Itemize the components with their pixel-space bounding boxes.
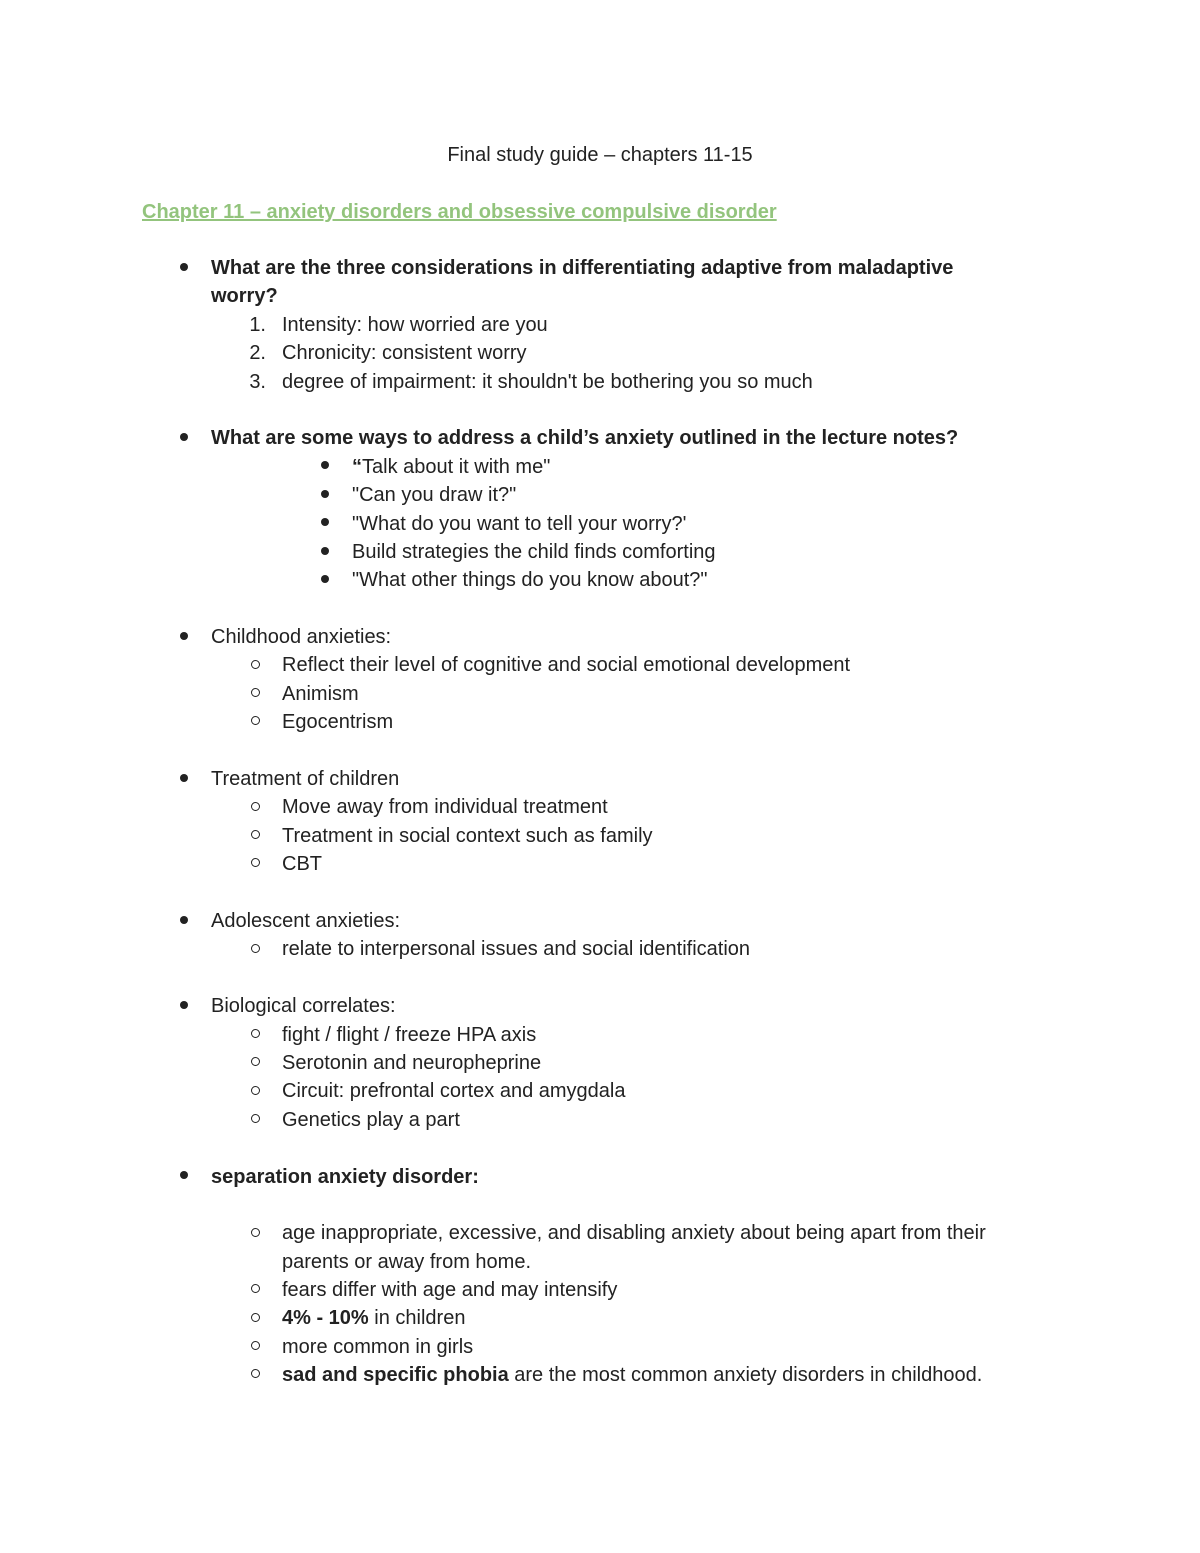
item-text: "What other things do you know about?" xyxy=(352,569,708,592)
item-text: CBT xyxy=(282,853,322,876)
list-item xyxy=(0,680,1200,708)
list-item xyxy=(0,1219,1200,1247)
item-text: fight / flight / freeze HPA axis xyxy=(282,1023,537,1046)
hollow-bullet-icon xyxy=(245,1021,265,1049)
blank-line xyxy=(0,879,1200,907)
hollow-bullet-icon xyxy=(245,1276,265,1304)
hollow-bullet-icon xyxy=(245,1361,265,1389)
list-item xyxy=(0,1361,1200,1389)
question-text: What are some ways to address a child’s anxiety outlined in the lecture notes? xyxy=(211,427,959,450)
list-item-continuation xyxy=(0,1248,1200,1276)
item-number: 1. xyxy=(249,313,266,336)
item-text-rest: Talk about it with me" xyxy=(362,455,551,478)
question-text: What are the three considerations in differentiating adaptive from maladaptive xyxy=(211,257,954,279)
blank-line xyxy=(0,737,1200,765)
item-text: age inappropriate, excessive, and disabling anxiety about being apart from their xyxy=(282,1222,986,1245)
bullet-icon xyxy=(315,538,335,566)
blank-line xyxy=(0,964,1200,992)
item-text: relate to interpersonal issues and social identification xyxy=(282,938,751,961)
bullet-icon xyxy=(174,992,194,1020)
hollow-bullet-icon xyxy=(245,850,265,878)
hollow-bullet-icon xyxy=(245,1333,265,1361)
blank-line xyxy=(0,396,1200,424)
list-item xyxy=(0,1163,1200,1191)
chapter-heading: Chapter 11 – anxiety disorders and obsessive compulsive disorder xyxy=(142,201,777,223)
list-item xyxy=(0,850,1200,878)
bullet-icon xyxy=(315,481,335,509)
item-text: Circuit: prefrontal cortex and amygdala xyxy=(282,1080,626,1103)
bullet-icon xyxy=(174,1163,194,1191)
bullet-icon xyxy=(174,424,194,452)
list-item xyxy=(0,992,1200,1020)
list-item xyxy=(0,935,1200,963)
bullet-icon xyxy=(174,254,194,282)
item-text: Reflect their level of cognitive and social emotional development xyxy=(282,654,851,677)
item-text: Genetics play a part xyxy=(282,1108,460,1131)
bullet-icon xyxy=(174,765,194,793)
list-item xyxy=(0,481,1200,509)
document-title: Final study guide – chapters 11-15 xyxy=(447,144,753,166)
item-text: Move away from individual treatment xyxy=(282,796,608,819)
bullet-icon xyxy=(315,510,335,538)
section-label: Adolescent anxieties: xyxy=(211,909,401,932)
list-item xyxy=(0,254,1200,282)
list-item xyxy=(0,368,1200,396)
hollow-bullet-icon xyxy=(245,1219,265,1247)
emphasis-text: sad and specific phobia xyxy=(282,1364,509,1387)
list-item xyxy=(0,1276,1200,1304)
item-text: "Can you draw it?" xyxy=(352,484,517,507)
hollow-bullet-icon xyxy=(245,822,265,850)
section-label: Treatment of children xyxy=(211,768,400,791)
item-text: Animism xyxy=(282,682,359,705)
hollow-bullet-icon xyxy=(245,1049,265,1077)
hollow-bullet-icon xyxy=(245,1106,265,1134)
question-text: worry? xyxy=(211,285,278,308)
study-guide-list xyxy=(0,254,1200,1390)
hollow-bullet-icon xyxy=(245,793,265,821)
list-item xyxy=(0,453,1200,481)
item-text xyxy=(282,1304,465,1332)
item-text-rest: in children xyxy=(368,1307,466,1330)
section-label: separation anxiety disorder: xyxy=(211,1165,479,1188)
item-text xyxy=(352,453,550,481)
open-quote: “ xyxy=(352,455,362,478)
item-text: degree of impairment: it shouldn't be bothering you so much xyxy=(282,370,813,393)
item-text: fears differ with age and may intensify xyxy=(282,1279,618,1302)
prevalence-value: 4% - 10% xyxy=(282,1307,369,1330)
list-item xyxy=(0,1304,1200,1332)
list-item-continuation xyxy=(0,282,1200,310)
list-item xyxy=(0,311,1200,339)
list-item xyxy=(0,1333,1200,1361)
hollow-bullet-icon xyxy=(245,1304,265,1332)
item-text: Egocentrism xyxy=(282,711,394,734)
list-item xyxy=(0,1049,1200,1077)
list-item xyxy=(0,822,1200,850)
list-item xyxy=(0,623,1200,651)
hollow-bullet-icon xyxy=(245,935,265,963)
hollow-bullet-icon xyxy=(245,680,265,708)
list-item xyxy=(0,1021,1200,1049)
list-item xyxy=(0,1077,1200,1105)
blank-line xyxy=(0,1191,1200,1219)
item-number: 3. xyxy=(249,370,266,393)
list-item xyxy=(0,424,1200,452)
blank-line xyxy=(0,595,1200,623)
hollow-bullet-icon xyxy=(245,651,265,679)
item-text: Chronicity: consistent worry xyxy=(282,342,527,365)
item-text: more common in girls xyxy=(282,1335,474,1358)
bullet-icon xyxy=(315,566,335,594)
item-text: "What do you want to tell your worry?' xyxy=(352,512,687,535)
hollow-bullet-icon xyxy=(245,708,265,736)
bullet-icon xyxy=(174,907,194,935)
list-item xyxy=(0,538,1200,566)
item-text: Intensity: how worried are you xyxy=(282,313,548,336)
blank-line xyxy=(0,1134,1200,1162)
item-text: Build strategies the child finds comforting xyxy=(352,540,716,563)
hollow-bullet-icon xyxy=(245,1077,265,1105)
item-text: parents or away from home. xyxy=(282,1250,531,1273)
item-text: Serotonin and neuropheprine xyxy=(282,1051,542,1074)
list-item xyxy=(0,907,1200,935)
bullet-icon xyxy=(174,623,194,651)
list-item xyxy=(0,708,1200,736)
list-item xyxy=(0,765,1200,793)
section-label: Childhood anxieties: xyxy=(211,626,392,649)
section-label: Biological correlates: xyxy=(211,995,396,1018)
item-text-rest: are the most common anxiety disorders in childhood. xyxy=(508,1364,983,1387)
list-item xyxy=(0,510,1200,538)
bullet-icon xyxy=(315,453,335,481)
item-text xyxy=(282,1361,982,1389)
item-number: 2. xyxy=(249,342,266,365)
list-item xyxy=(0,566,1200,594)
list-item xyxy=(0,793,1200,821)
list-item xyxy=(0,651,1200,679)
list-item xyxy=(0,339,1200,367)
list-item xyxy=(0,1106,1200,1134)
item-text: Treatment in social context such as family xyxy=(282,824,653,847)
